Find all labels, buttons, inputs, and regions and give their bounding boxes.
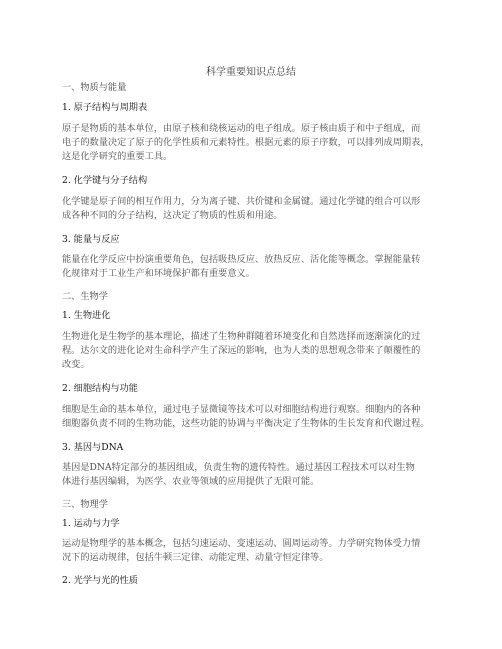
text-line: 运动是物理学的基本概念，包括匀速运动、变速运动、圆周运动等。力学研究物体受力情: [62, 538, 421, 549]
text-line: 基因是DNA特定部分的基因组成，负责生物的遗传特性。通过基因工程技术可以对生物: [62, 462, 415, 473]
document-title: 科学重要知识点总结: [206, 67, 296, 78]
section-heading-physics: 三、物理学: [62, 499, 108, 510]
subheading-evolution: 1. 生物进化: [62, 310, 111, 321]
text-line: 程。达尔文的进化论对生命科学产生了深远的影响，也为人类的思想观念带来了颠覆性的: [62, 345, 421, 356]
subheading-atomic-structure: 1. 原子结构与周期表: [62, 102, 148, 113]
paragraph-chemical-bonds: [62, 195, 452, 223]
text-line: 这是化学研究的重要工具。: [62, 151, 173, 162]
text-line: 成各种不同的分子结构，这决定了物质的性质和用途。: [62, 210, 283, 221]
subheading-cell-structure: 2. 细胞结构与功能: [62, 383, 138, 394]
text-line: 况下的运动规律，包括牛顿三定律、动能定理、动量守恒定律等。: [62, 552, 329, 563]
paragraph-gene-dna: [62, 461, 452, 489]
section-heading-matter-energy: 一、物质与能量: [62, 82, 127, 93]
text-line: 化规律对于工业生产和环境保护都有重要意义。: [62, 268, 255, 279]
text-line: 改变。: [62, 359, 90, 370]
text-line: 化学键是原子间的相互作用力，分为离子键、共价键和金属键。通过化学键的组合可以形: [62, 196, 421, 207]
text-line: 电子的数量决定了原子的化学性质和元素特性。根据元素的原子序数，可以排列成周期表，: [62, 137, 430, 148]
text-line: 生物进化是生物学的基本理论，描述了生物种群随着环境变化和自然选择而逐渐演化的过: [62, 331, 421, 342]
text-line: 细胞是生命的基本单位，通过电子显微镜等技术可以对细胞结构进行观察。细胞内的各种: [62, 404, 421, 415]
text-line: 体进行基因编辑，为医学、农业等领域的应用提供了无限可能。: [62, 476, 320, 487]
subheading-chemical-bonds: 2. 化学键与分子结构: [62, 175, 148, 186]
paragraph-motion-mechanics: [62, 537, 452, 565]
text-line: 细胞器负责不同的生物功能，这些功能的协调与平衡决定了生物体的生长发育和代谢过程。: [62, 418, 430, 429]
subheading-energy-reactions: 3. 能量与反应: [62, 234, 120, 245]
subheading-gene-dna: 3. 基因与DNA: [62, 442, 124, 453]
subheading-optics: 2. 光学与光的性质: [62, 575, 138, 586]
paragraph-atomic-structure: [62, 122, 452, 164]
subheading-motion-mechanics: 1. 运动与力学: [62, 518, 120, 529]
section-heading-biology: 二、生物学: [62, 291, 108, 302]
paragraph-evolution: [62, 330, 452, 372]
paragraph-cell-structure: [62, 403, 452, 431]
text-line: 原子是物质的基本单位，由原子核和绕核运动的电子组成。原子核由质子和中子组成，而: [62, 123, 421, 134]
paragraph-energy-reactions: [62, 253, 452, 281]
text-line: 能量在化学反应中扮演重要角色，包括吸热反应、放热反应、活化能等概念。掌握能量转: [62, 254, 421, 265]
